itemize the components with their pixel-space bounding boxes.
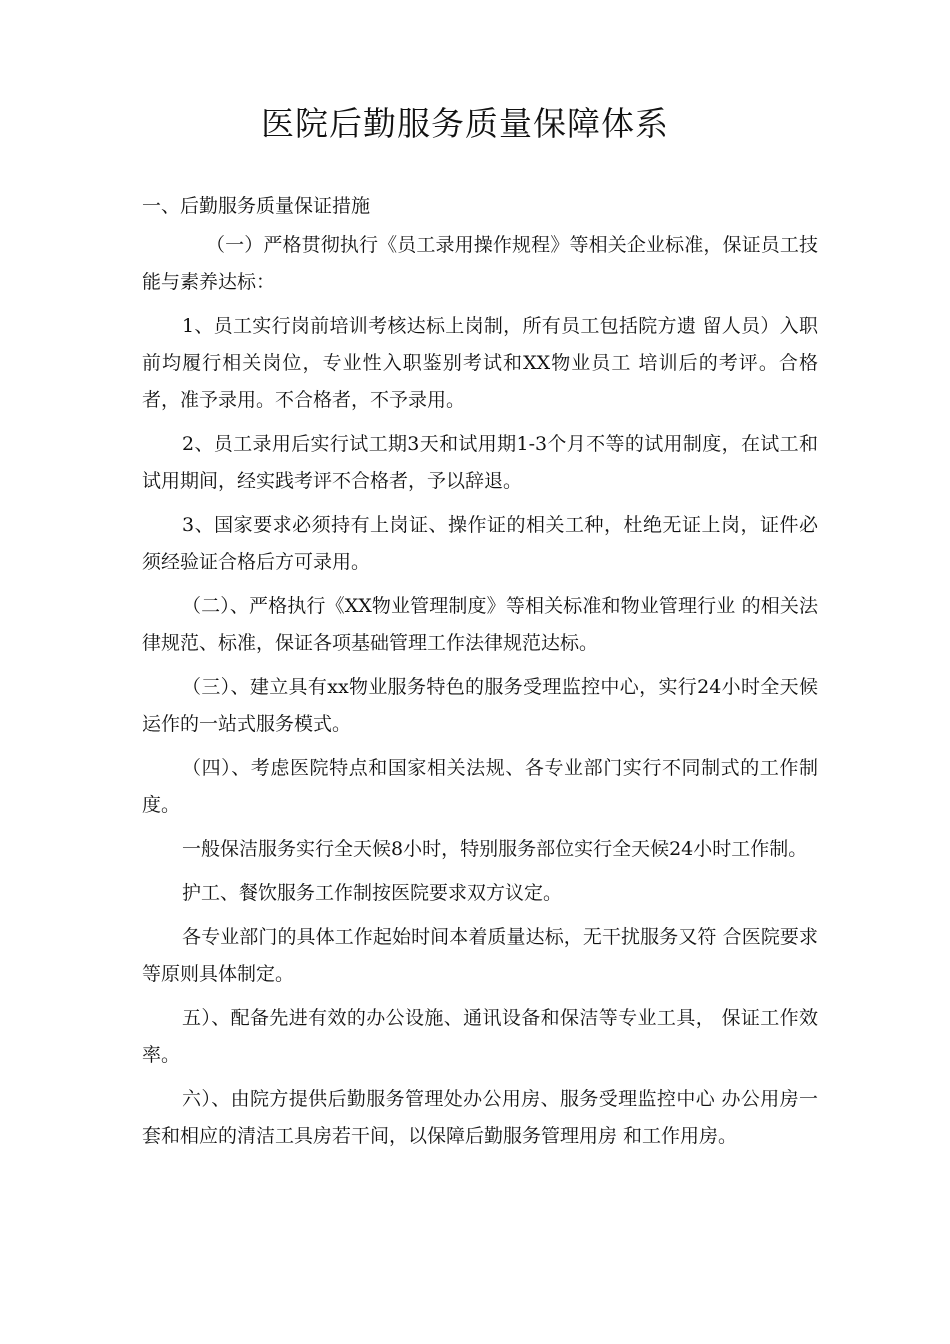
document-body [142, 188, 818, 1155]
paragraph-11: 五）、配备先进有效的办公设施、通讯设备和保洁等专业工具， 保证工作效率。 [142, 1007, 818, 1066]
paragraph-2: 1、员工实行岗前培训考核达标上岗制，所有员工包括院方遗 留人员）入职前均履行相关岗位，专业性入职鉴别考试和XX物业员工 培训后的考评。合格者，准予录用。不合格者，不予录用。 [142, 315, 818, 411]
paragraph-5: （二）、严格执行《XX物业管理制度》等相关标准和物业管理行业 的相关法律规范、标准，保证各项基础管理工作法律规范达标。 [142, 595, 818, 654]
paragraph-3: 2、员工录用后实行试工期3天和试用期1-3个月不等的试用制度，在试工和试用期间，经实践考评不合格者，予以辞退。 [142, 433, 818, 492]
paragraph-6: （三）、建立具有xx物业服务特色的服务受理监控中心，实行24小时全天候运作的一站式服务模式。 [142, 676, 818, 735]
paragraph-9: 护工、餐饮服务工作制按医院要求双方议定。 [182, 882, 563, 904]
section-heading: 一、后勤服务质量保证措施 [142, 195, 371, 217]
paragraph-7: （四）、考虑医院特点和国家相关法规、各专业部门实行不同制式的工作制度。 [142, 757, 818, 816]
paragraph-4: 3、国家要求必须持有上岗证、操作证的相关工种，杜绝无证上岗，证件必须经验证合格后方可录用。 [142, 514, 818, 573]
paragraph-12: 六）、由院方提供后勤服务管理处办公用房、服务受理监控中心 办公用房一套和相应的清洁工具房若干间，以保障后勤服务管理用房 和工作用房。 [142, 1088, 818, 1147]
paragraph-1: （一）严格贯彻执行《员工录用操作规程》等相关企业标准，保证员工技能与素养达标： [142, 234, 818, 293]
paragraph-10: 各专业部门的具体工作起始时间本着质量达标，无干扰服务又符 合医院要求等原则具体制定。 [142, 926, 818, 985]
document-title: 医院后勤服务质量保障体系 [261, 104, 669, 143]
paragraph-8: 一般保洁服务实行全天候8小时，特别服务部位实行全天候24小时工作制。 [182, 838, 808, 860]
